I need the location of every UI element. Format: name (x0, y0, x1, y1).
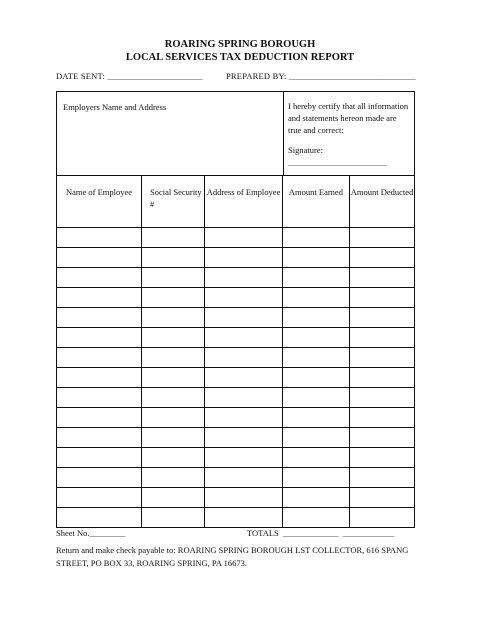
cell-name[interactable] (57, 488, 141, 508)
cell-ssn[interactable] (141, 328, 204, 348)
cell-name[interactable] (57, 408, 141, 428)
col-header-deducted: Amount Deducted (350, 176, 414, 228)
col-header-earned: Amount Earned (282, 176, 349, 228)
table-row (57, 348, 414, 368)
cell-deducted[interactable] (350, 228, 414, 248)
cell-ssn[interactable] (141, 348, 204, 368)
cell-ssn[interactable] (141, 268, 204, 288)
cell-deducted[interactable] (350, 468, 414, 488)
cell-address[interactable] (205, 328, 282, 348)
totals-field (247, 528, 394, 538)
cell-ssn[interactable] (141, 368, 204, 388)
certify-text: I hereby certify that all information and statements hereon made are true and correct: (288, 101, 409, 135)
cell-name[interactable] (57, 248, 141, 268)
cell-deducted[interactable] (350, 488, 414, 508)
employer-label: Employers Name and Address (63, 102, 167, 112)
cell-name[interactable] (57, 388, 141, 408)
cell-address[interactable] (205, 448, 282, 468)
cell-deducted[interactable] (350, 388, 414, 408)
table-row (57, 468, 414, 488)
cell-earned[interactable] (282, 468, 349, 488)
table-row (57, 448, 414, 468)
table-row (57, 408, 414, 428)
cell-deducted[interactable] (350, 448, 414, 468)
cell-ssn[interactable] (141, 388, 204, 408)
totals-deducted-blank[interactable]: _____________ (342, 528, 394, 538)
cell-name[interactable] (57, 228, 141, 248)
header-box (57, 92, 414, 176)
cell-earned[interactable] (282, 508, 349, 528)
totals-earned-blank[interactable]: ______________ (283, 528, 339, 538)
cell-ssn[interactable] (141, 308, 204, 328)
employer-box[interactable] (57, 92, 284, 175)
table-body (57, 228, 414, 528)
date-sent-blank[interactable]: ________________________ (107, 71, 203, 81)
cell-earned[interactable] (282, 288, 349, 308)
cell-deducted[interactable] (350, 508, 414, 528)
table-row (57, 388, 414, 408)
cell-address[interactable] (205, 368, 282, 388)
sheet-no-label: Sheet No. (56, 528, 90, 538)
cell-address[interactable] (205, 268, 282, 288)
cell-ssn[interactable] (141, 468, 204, 488)
date-sent-label: DATE SENT: (56, 71, 106, 81)
return-instructions: Return and make check payable to: ROARING SPRING BOROUGH LST COLLECTOR, 616 SPANG STREET, PO BOX 33, ROARING SPRING, PA 16673. (56, 545, 409, 568)
cell-ssn[interactable] (141, 228, 204, 248)
cell-earned[interactable] (282, 428, 349, 448)
cell-address[interactable] (205, 408, 282, 428)
totals-label: TOTALS (247, 528, 279, 538)
cell-address[interactable] (205, 248, 282, 268)
table-row (57, 228, 414, 248)
signature-label: Signature: (288, 145, 323, 155)
cell-address[interactable] (205, 468, 282, 488)
cell-ssn[interactable] (141, 448, 204, 468)
cell-deducted[interactable] (350, 368, 414, 388)
prepared-by-field[interactable] (226, 71, 415, 81)
cell-earned[interactable] (282, 248, 349, 268)
certify-box (284, 92, 414, 175)
cell-earned[interactable] (282, 228, 349, 248)
table-row (57, 488, 414, 508)
col-header-ssn: Social Security # (141, 176, 204, 228)
prepared-by-label: PREPARED BY: (226, 71, 287, 81)
cell-earned[interactable] (282, 368, 349, 388)
report-form (56, 91, 415, 528)
col-header-address: Address of Employee (205, 176, 282, 228)
cell-earned[interactable] (282, 388, 349, 408)
cell-address[interactable] (205, 428, 282, 448)
cell-address[interactable] (205, 348, 282, 368)
cell-address[interactable] (205, 228, 282, 248)
cell-deducted[interactable] (350, 288, 414, 308)
cell-ssn[interactable] (141, 428, 204, 448)
cell-ssn[interactable] (141, 408, 204, 428)
table-row (57, 268, 414, 288)
cell-deducted[interactable] (350, 348, 414, 368)
cell-earned[interactable] (282, 268, 349, 288)
cell-name[interactable] (57, 448, 141, 468)
cell-address[interactable] (205, 488, 282, 508)
cell-deducted[interactable] (350, 248, 414, 268)
cell-address[interactable] (205, 388, 282, 408)
table-row (57, 508, 414, 528)
prepared-by-blank[interactable]: ________________________________ (288, 71, 416, 81)
table-row (57, 288, 414, 308)
cell-ssn[interactable] (141, 508, 204, 528)
col-header-name: Name of Employee (57, 176, 141, 228)
cell-deducted[interactable] (350, 328, 414, 348)
sheet-no-blank[interactable]: _________ (89, 528, 126, 538)
cell-name[interactable] (57, 428, 141, 448)
form-title-line2: LOCAL SERVICES TAX DEDUCTION REPORT (125, 52, 355, 63)
cell-name[interactable] (57, 348, 141, 368)
cell-name[interactable] (57, 508, 141, 528)
table-row (57, 428, 414, 448)
cell-earned[interactable] (282, 308, 349, 328)
date-sent-field[interactable] (56, 71, 202, 81)
cell-name[interactable] (57, 288, 141, 308)
deduction-table (57, 176, 414, 527)
cell-address[interactable] (205, 308, 282, 328)
table-header-row (57, 176, 414, 228)
table-row (57, 308, 414, 328)
cell-deducted[interactable] (350, 428, 414, 448)
cell-name[interactable] (57, 308, 141, 328)
table-row (57, 368, 414, 388)
cell-ssn[interactable] (141, 248, 204, 268)
cell-earned[interactable] (282, 488, 349, 508)
table-row (57, 328, 414, 348)
signature-blank[interactable]: _________________________ (288, 157, 387, 167)
cell-earned[interactable] (282, 348, 349, 368)
cell-name[interactable] (57, 328, 141, 348)
cell-name[interactable] (57, 468, 141, 488)
cell-deducted[interactable] (350, 308, 414, 328)
cell-name[interactable] (57, 368, 141, 388)
cell-ssn[interactable] (141, 288, 204, 308)
cell-name[interactable] (57, 268, 141, 288)
cell-earned[interactable] (282, 408, 349, 428)
cell-ssn[interactable] (141, 488, 204, 508)
cell-deducted[interactable] (350, 408, 414, 428)
cell-earned[interactable] (282, 448, 349, 468)
form-title-line1: ROARING SPRING BOROUGH (164, 39, 316, 50)
table-row (57, 248, 414, 268)
cell-earned[interactable] (282, 328, 349, 348)
cell-address[interactable] (205, 288, 282, 308)
sheet-no-field[interactable] (56, 528, 125, 538)
cell-address[interactable] (205, 508, 282, 528)
cell-deducted[interactable] (350, 268, 414, 288)
